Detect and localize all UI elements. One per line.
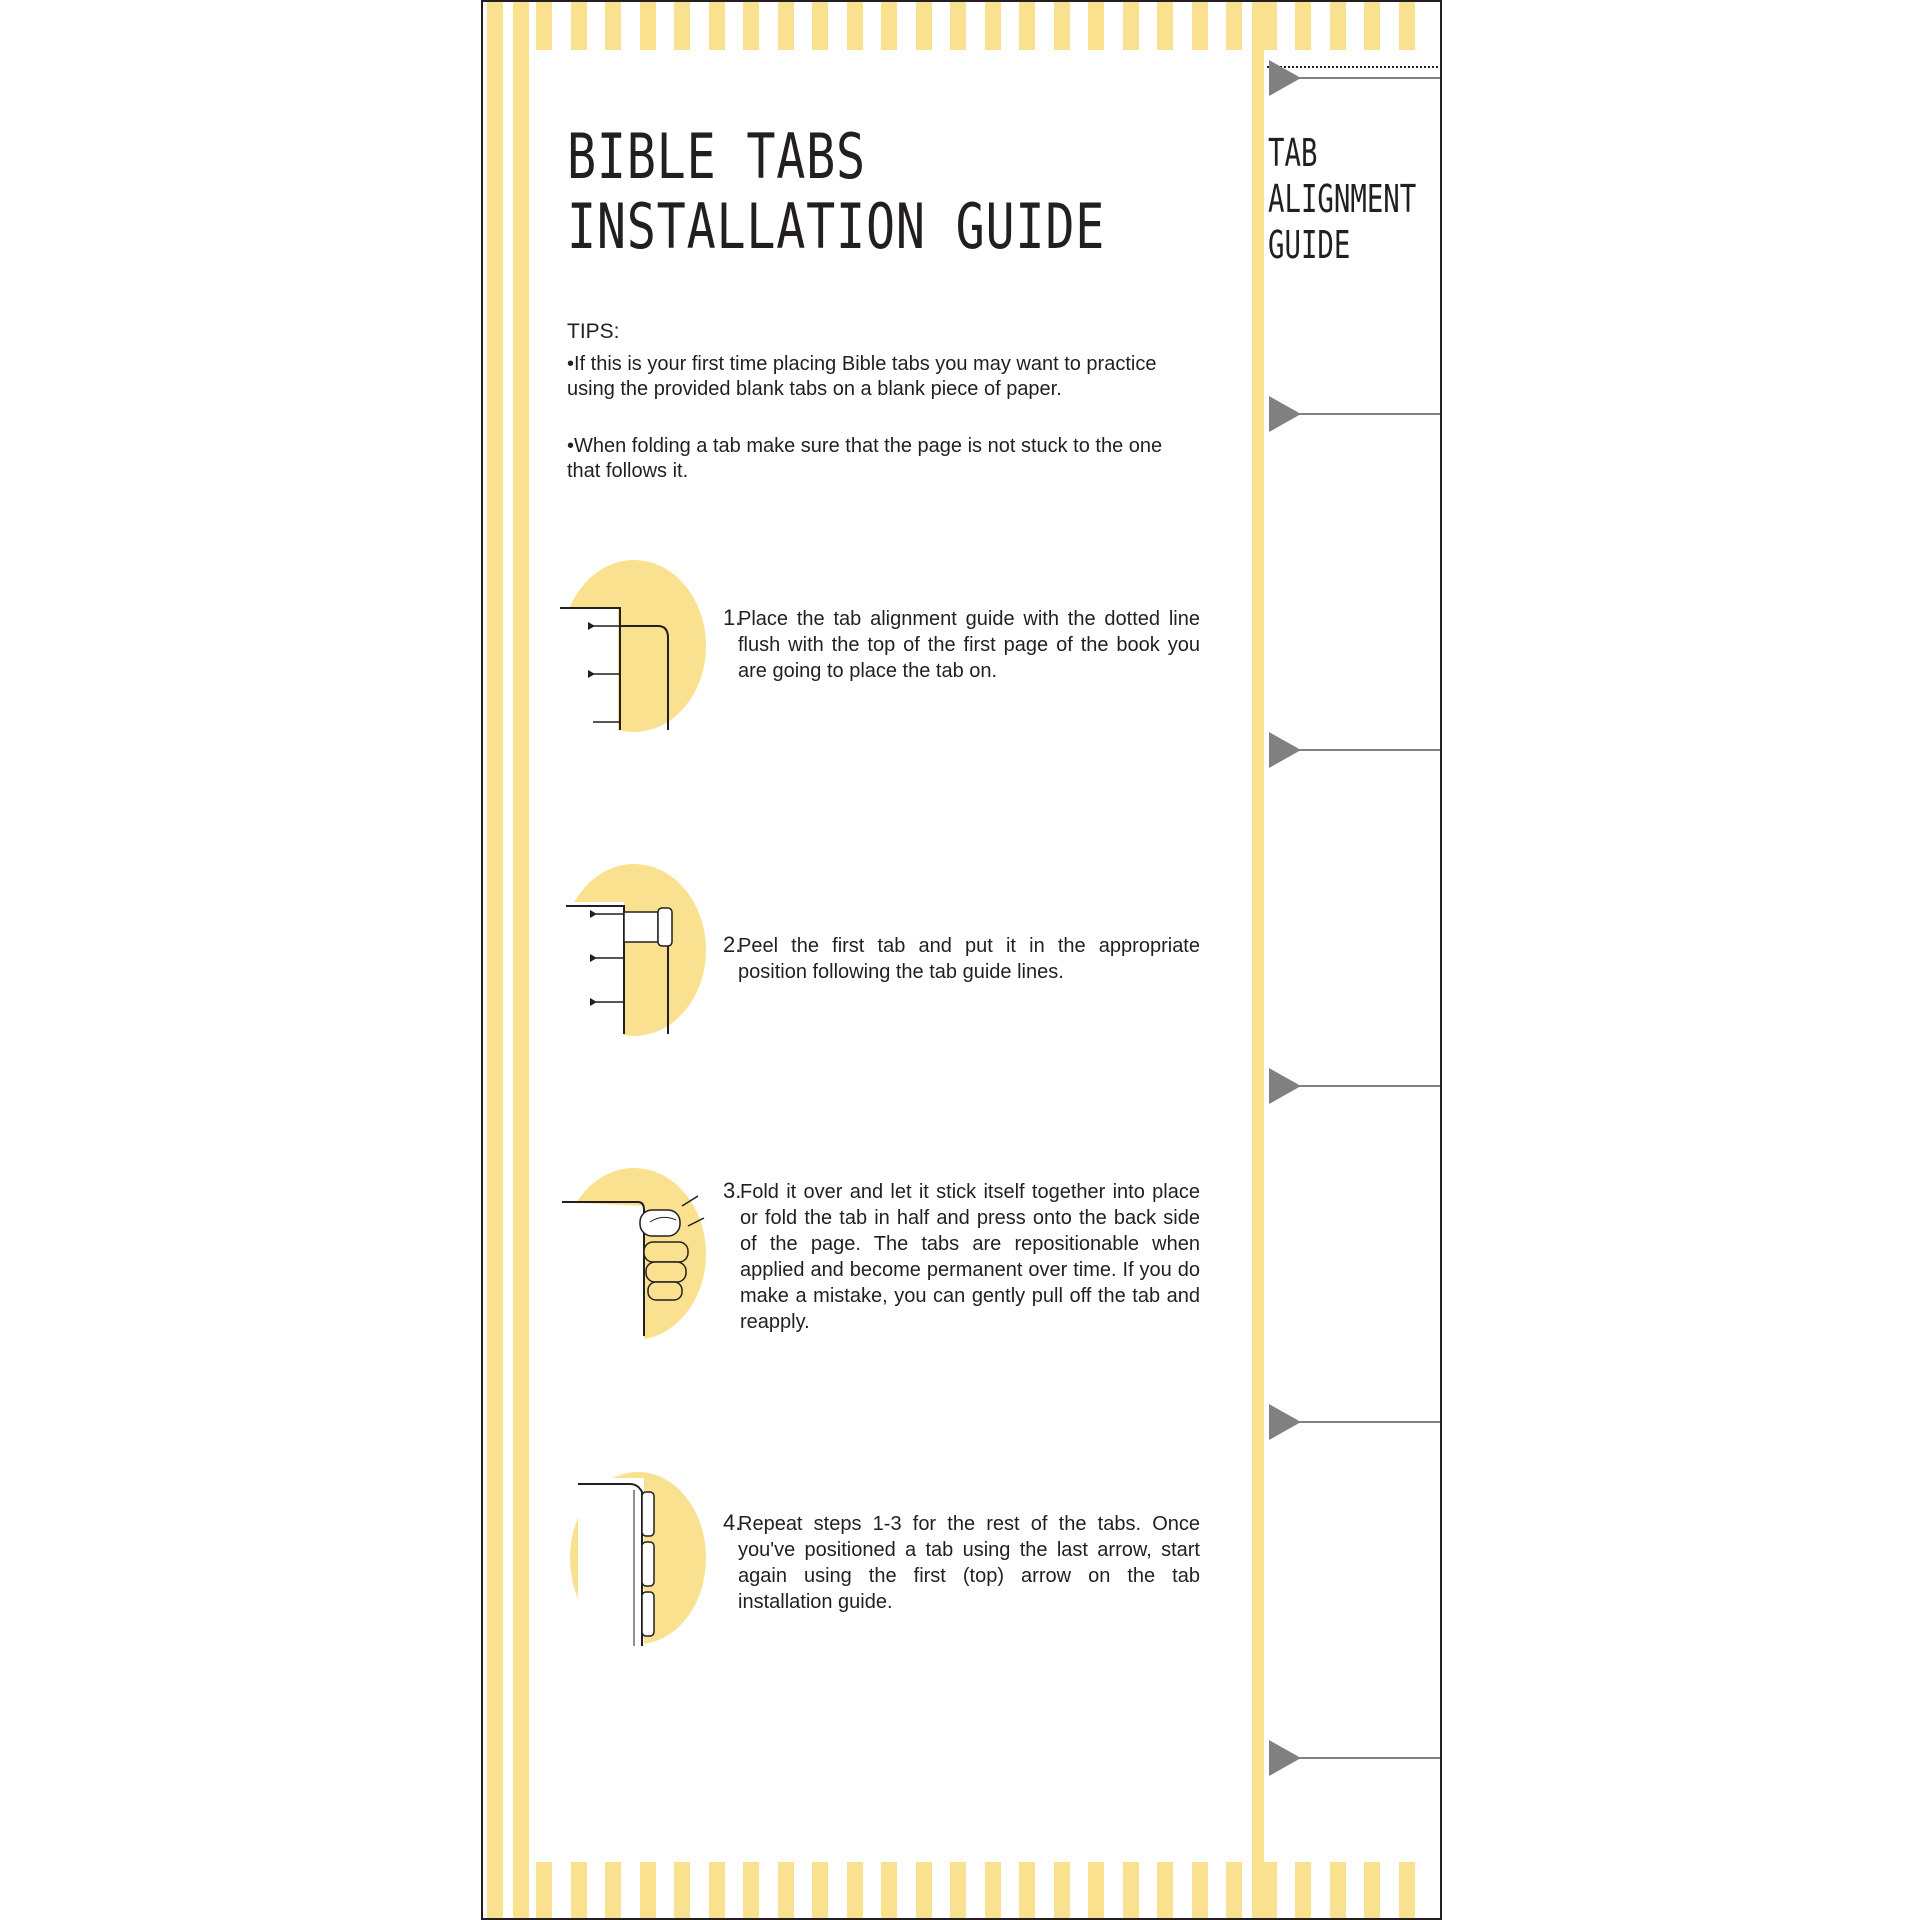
bottom-stripe xyxy=(1399,1862,1415,1920)
bottom-stripe xyxy=(881,1862,897,1920)
top-stripe xyxy=(847,2,863,50)
bottom-stripe xyxy=(1261,1862,1277,1920)
bottom-stripe xyxy=(640,1862,656,1920)
guide-title-line-2: ALIGNMENT xyxy=(1268,177,1417,221)
top-stripe xyxy=(1399,2,1415,50)
guide-title-line-1: TAB xyxy=(1268,131,1318,175)
top-stripe xyxy=(605,2,621,50)
top-stripe xyxy=(1192,2,1208,50)
alignment-arrow-2 xyxy=(1269,394,1442,434)
triangle-arrow-icon xyxy=(1269,1740,1301,1776)
bottom-stripe xyxy=(1019,1862,1035,1920)
alignment-arrow-4 xyxy=(1269,1066,1442,1106)
left-stripe-inner xyxy=(513,2,529,1920)
top-stripe xyxy=(1226,2,1242,50)
left-stripe-outer xyxy=(487,2,503,1920)
step-3-number: 3. xyxy=(723,1178,742,1203)
step-2-number: 2. xyxy=(723,932,742,957)
step-3-illustration xyxy=(558,1166,706,1346)
step-3-text: Fold it over and let it stick itself together into place or fold the tab in half and press onto the back side of the page. The tabs are repositionable when applied and become permanent over time. If you do make a mistake, you can gently pull off the tab and reapply. xyxy=(740,1181,1200,1333)
bottom-stripe-band xyxy=(536,1862,1436,1920)
top-stripe xyxy=(1088,2,1104,50)
top-stripe xyxy=(1261,2,1277,50)
triangle-arrow-icon xyxy=(1269,1404,1301,1440)
step-1-illustration xyxy=(558,558,706,738)
tips-heading: TIPS: xyxy=(567,320,620,343)
bottom-stripe xyxy=(1364,1862,1380,1920)
top-stripe xyxy=(536,2,552,50)
top-stripe xyxy=(743,2,759,50)
bottom-stripe xyxy=(1054,1862,1070,1920)
bottom-stripe xyxy=(847,1862,863,1920)
alignment-arrow-3 xyxy=(1269,730,1442,770)
alignment-arrow-1 xyxy=(1269,58,1442,98)
bottom-stripe xyxy=(950,1862,966,1920)
title-line-1: BIBLE TABS xyxy=(567,120,866,193)
alignment-arrow-6 xyxy=(1269,1738,1442,1778)
tab-alignment-guide-title xyxy=(1268,130,1416,268)
top-stripe xyxy=(1295,2,1311,50)
top-stripe xyxy=(950,2,966,50)
bottom-stripe xyxy=(1192,1862,1208,1920)
guide-title-line-3: GUIDE xyxy=(1268,223,1351,267)
title-line-2: INSTALLATION GUIDE xyxy=(567,190,1106,263)
top-stripe xyxy=(571,2,587,50)
top-stripe xyxy=(640,2,656,50)
step-2-illustration xyxy=(558,862,706,1042)
top-stripe xyxy=(1364,2,1380,50)
bottom-stripe xyxy=(709,1862,725,1920)
triangle-arrow-icon xyxy=(1269,1068,1301,1104)
top-stripe-band xyxy=(536,2,1436,50)
bottom-stripe xyxy=(1157,1862,1173,1920)
bottom-stripe xyxy=(536,1862,552,1920)
bottom-stripe xyxy=(571,1862,587,1920)
bottom-stripe xyxy=(778,1862,794,1920)
bottom-stripe xyxy=(743,1862,759,1920)
top-stripe xyxy=(916,2,932,50)
step-4-text: Repeat steps 1-3 for the rest of the tabs. Once you've positioned a tab using the last arrow, start again using the first (top) arrow on the tab installation guide. xyxy=(738,1513,1200,1613)
installation-guide-card xyxy=(481,0,1442,1920)
bottom-stripe xyxy=(1088,1862,1104,1920)
top-stripe xyxy=(778,2,794,50)
top-stripe xyxy=(812,2,828,50)
top-stripe xyxy=(985,2,1001,50)
bottom-stripe xyxy=(1123,1862,1139,1920)
bottom-stripe xyxy=(985,1862,1001,1920)
tip-1: •If this is your first time placing Bible tabs you may want to practice using the provided blank tabs on a blank piece of paper. xyxy=(567,353,1157,400)
tip-2: •When folding a tab make sure that the page is not stuck to the one that follows it. xyxy=(567,435,1163,482)
guide-title xyxy=(567,122,1105,262)
top-stripe xyxy=(709,2,725,50)
step-4-number: 4. xyxy=(723,1510,742,1535)
bottom-stripe xyxy=(1226,1862,1242,1920)
bottom-stripe xyxy=(674,1862,690,1920)
step-1-number: 1. xyxy=(723,605,742,630)
top-stripe xyxy=(1157,2,1173,50)
step-4-illustration xyxy=(558,1470,706,1650)
top-stripe xyxy=(674,2,690,50)
top-stripe xyxy=(1019,2,1035,50)
top-stripe xyxy=(1054,2,1070,50)
top-stripe xyxy=(1123,2,1139,50)
triangle-arrow-icon xyxy=(1269,732,1301,768)
triangle-arrow-icon xyxy=(1269,396,1301,432)
bottom-stripe xyxy=(605,1862,621,1920)
bottom-stripe xyxy=(812,1862,828,1920)
bottom-stripe xyxy=(1295,1862,1311,1920)
triangle-arrow-icon xyxy=(1269,60,1301,96)
step-1-text: Place the tab alignment guide with the dotted line flush with the top of the first page of the book you are going to place the tab on. xyxy=(738,608,1200,682)
divider-stripe xyxy=(1252,2,1264,1920)
bottom-stripe xyxy=(916,1862,932,1920)
top-stripe xyxy=(1330,2,1346,50)
top-stripe xyxy=(881,2,897,50)
bottom-stripe xyxy=(1330,1862,1346,1920)
step-2-text: Peel the first tab and put it in the appropriate position following the tab guide lines. xyxy=(738,935,1200,983)
alignment-arrow-5 xyxy=(1269,1402,1442,1442)
